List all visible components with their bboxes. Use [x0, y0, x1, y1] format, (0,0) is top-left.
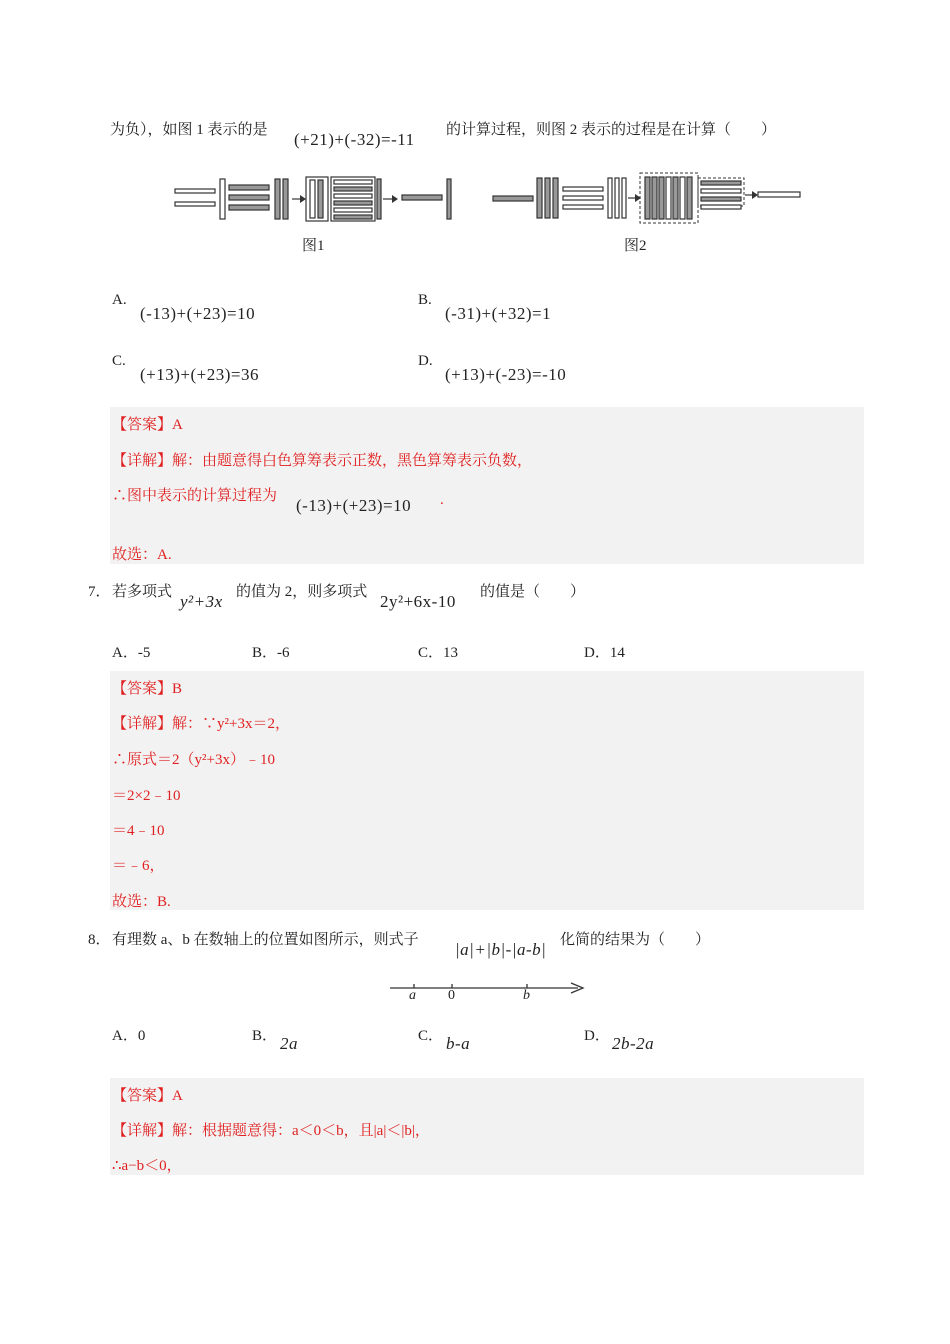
- q6-detail-line2-math: (-13)+(+23)=10: [296, 496, 412, 515]
- figure-2-caption: 图2: [624, 238, 647, 254]
- q7-detail-line3: ＝2×2﹣10: [112, 788, 181, 804]
- number-line: [388, 978, 588, 1008]
- detail-text: 解：∵y²+3x＝2，: [172, 716, 290, 732]
- detail-tag: 【详解】: [112, 716, 173, 732]
- q7-stem-a: 若多项式: [112, 584, 173, 600]
- q7-detail-line1: [112, 712, 290, 733]
- detail-text: 解：根据题意得：a＜0＜b，且|a|＜|b|，: [172, 1123, 430, 1139]
- option-value: 0: [137, 1028, 146, 1044]
- q8-stem-b: 化简的结果为（ ）: [560, 932, 711, 948]
- q6-option-a: (-13)+(+23)=10: [140, 304, 256, 323]
- detail-tag: 【详解】: [112, 453, 173, 469]
- axis-label-a: a: [409, 988, 416, 1003]
- q7-answer-line: [112, 677, 182, 698]
- q8-detail-line2: ∴a−b＜0，: [112, 1158, 182, 1174]
- q7-detail-line2: ∴原式＝2（y²+3x）﹣10: [112, 752, 275, 768]
- option-label: A．: [112, 1028, 138, 1044]
- detail-tag: 【详解】: [112, 1123, 173, 1139]
- q8-number: 8．: [88, 932, 111, 948]
- q6-option-a-label: A.: [112, 292, 127, 308]
- q8-option-c: b-a: [446, 1034, 471, 1053]
- q6-answer-line: [112, 413, 183, 434]
- q7-stem-c: 的值是（ ）: [480, 584, 586, 600]
- q7-option-a: [112, 641, 150, 662]
- q6-detail-line1: [112, 449, 532, 470]
- q7-stem-b: 的值为 2，则多项式: [236, 584, 368, 600]
- q6-stem-math: (+21)+(-32)=-11: [294, 130, 415, 149]
- option-label: D．: [584, 645, 610, 661]
- axis-label-0: 0: [448, 988, 455, 1003]
- q7-stem-math2: 2y²+6x-10: [380, 592, 456, 611]
- q8-detail-line1: [112, 1119, 430, 1140]
- q6-conclusion: 故选：A.: [112, 547, 172, 563]
- q7-option-d: [584, 641, 625, 662]
- q7-option-b: [252, 641, 290, 662]
- answer-tag: 【答案】: [112, 1088, 173, 1104]
- answer-tag: 【答案】: [112, 681, 173, 697]
- q6-option-b-label: B.: [418, 292, 432, 308]
- option-label: B．: [252, 645, 278, 661]
- q7-detail-line4: ＝4﹣10: [112, 823, 165, 839]
- q6-option-d: (+13)+(-23)=-10: [445, 365, 567, 384]
- q7-stem-math1: y²+3x: [180, 592, 223, 611]
- q6-option-c: (+13)+(+23)=36: [140, 365, 259, 384]
- q6-detail-line2-suffix: .: [440, 492, 444, 508]
- q7-conclusion: 故选：B.: [112, 894, 171, 910]
- q7-number: 7．: [88, 584, 111, 600]
- q6-option-b: (-31)+(+32)=1: [445, 304, 552, 323]
- q8-option-a: [112, 1024, 145, 1045]
- axis-label-b: b: [523, 988, 530, 1003]
- q8-option-d-label: D．: [584, 1028, 610, 1044]
- option-label: C．: [418, 645, 444, 661]
- detail-text: 解：由题意得白色算筹表示正数，黑色算筹表示负数，: [172, 453, 533, 469]
- option-value: 13: [443, 645, 459, 661]
- q8-stem-a: 有理数 a、b 在数轴上的位置如图所示，则式子: [112, 932, 419, 948]
- q7-answer-box: [110, 671, 864, 910]
- answer-tag: 【答案】: [112, 417, 173, 433]
- q8-option-b-label: B．: [252, 1028, 278, 1044]
- q8-option-b: 2a: [280, 1034, 298, 1053]
- q8-answer-line: [112, 1084, 183, 1105]
- option-value: 14: [609, 645, 625, 661]
- q6-option-d-label: D.: [418, 353, 433, 369]
- q6-stem-left: 为负），如图 1 表示的是: [110, 122, 268, 138]
- option-value: -6: [277, 645, 290, 661]
- figure-2-counting-rods: [490, 170, 810, 230]
- answer-value: A: [172, 417, 183, 433]
- q8-option-d: 2b-2a: [612, 1034, 655, 1053]
- figure-1-counting-rods: [170, 170, 460, 230]
- q6-stem-right: 的计算过程，则图 2 表示的过程是在计算（ ）: [446, 122, 777, 138]
- answer-value: B: [172, 681, 183, 697]
- q8-stem-math: |a|+|b|-|a-b|: [455, 940, 547, 959]
- option-value: -5: [137, 645, 151, 661]
- q8-option-c-label: C．: [418, 1028, 444, 1044]
- q6-option-c-label: C.: [112, 353, 126, 369]
- q7-detail-line5: ＝﹣6，: [112, 858, 165, 874]
- q6-detail-line2-prefix: ∴图中表示的计算过程为: [112, 488, 278, 504]
- option-label: A．: [112, 645, 138, 661]
- answer-value: A: [172, 1088, 183, 1104]
- figure-1-caption: 图1: [302, 238, 325, 254]
- q7-option-c: [418, 641, 458, 662]
